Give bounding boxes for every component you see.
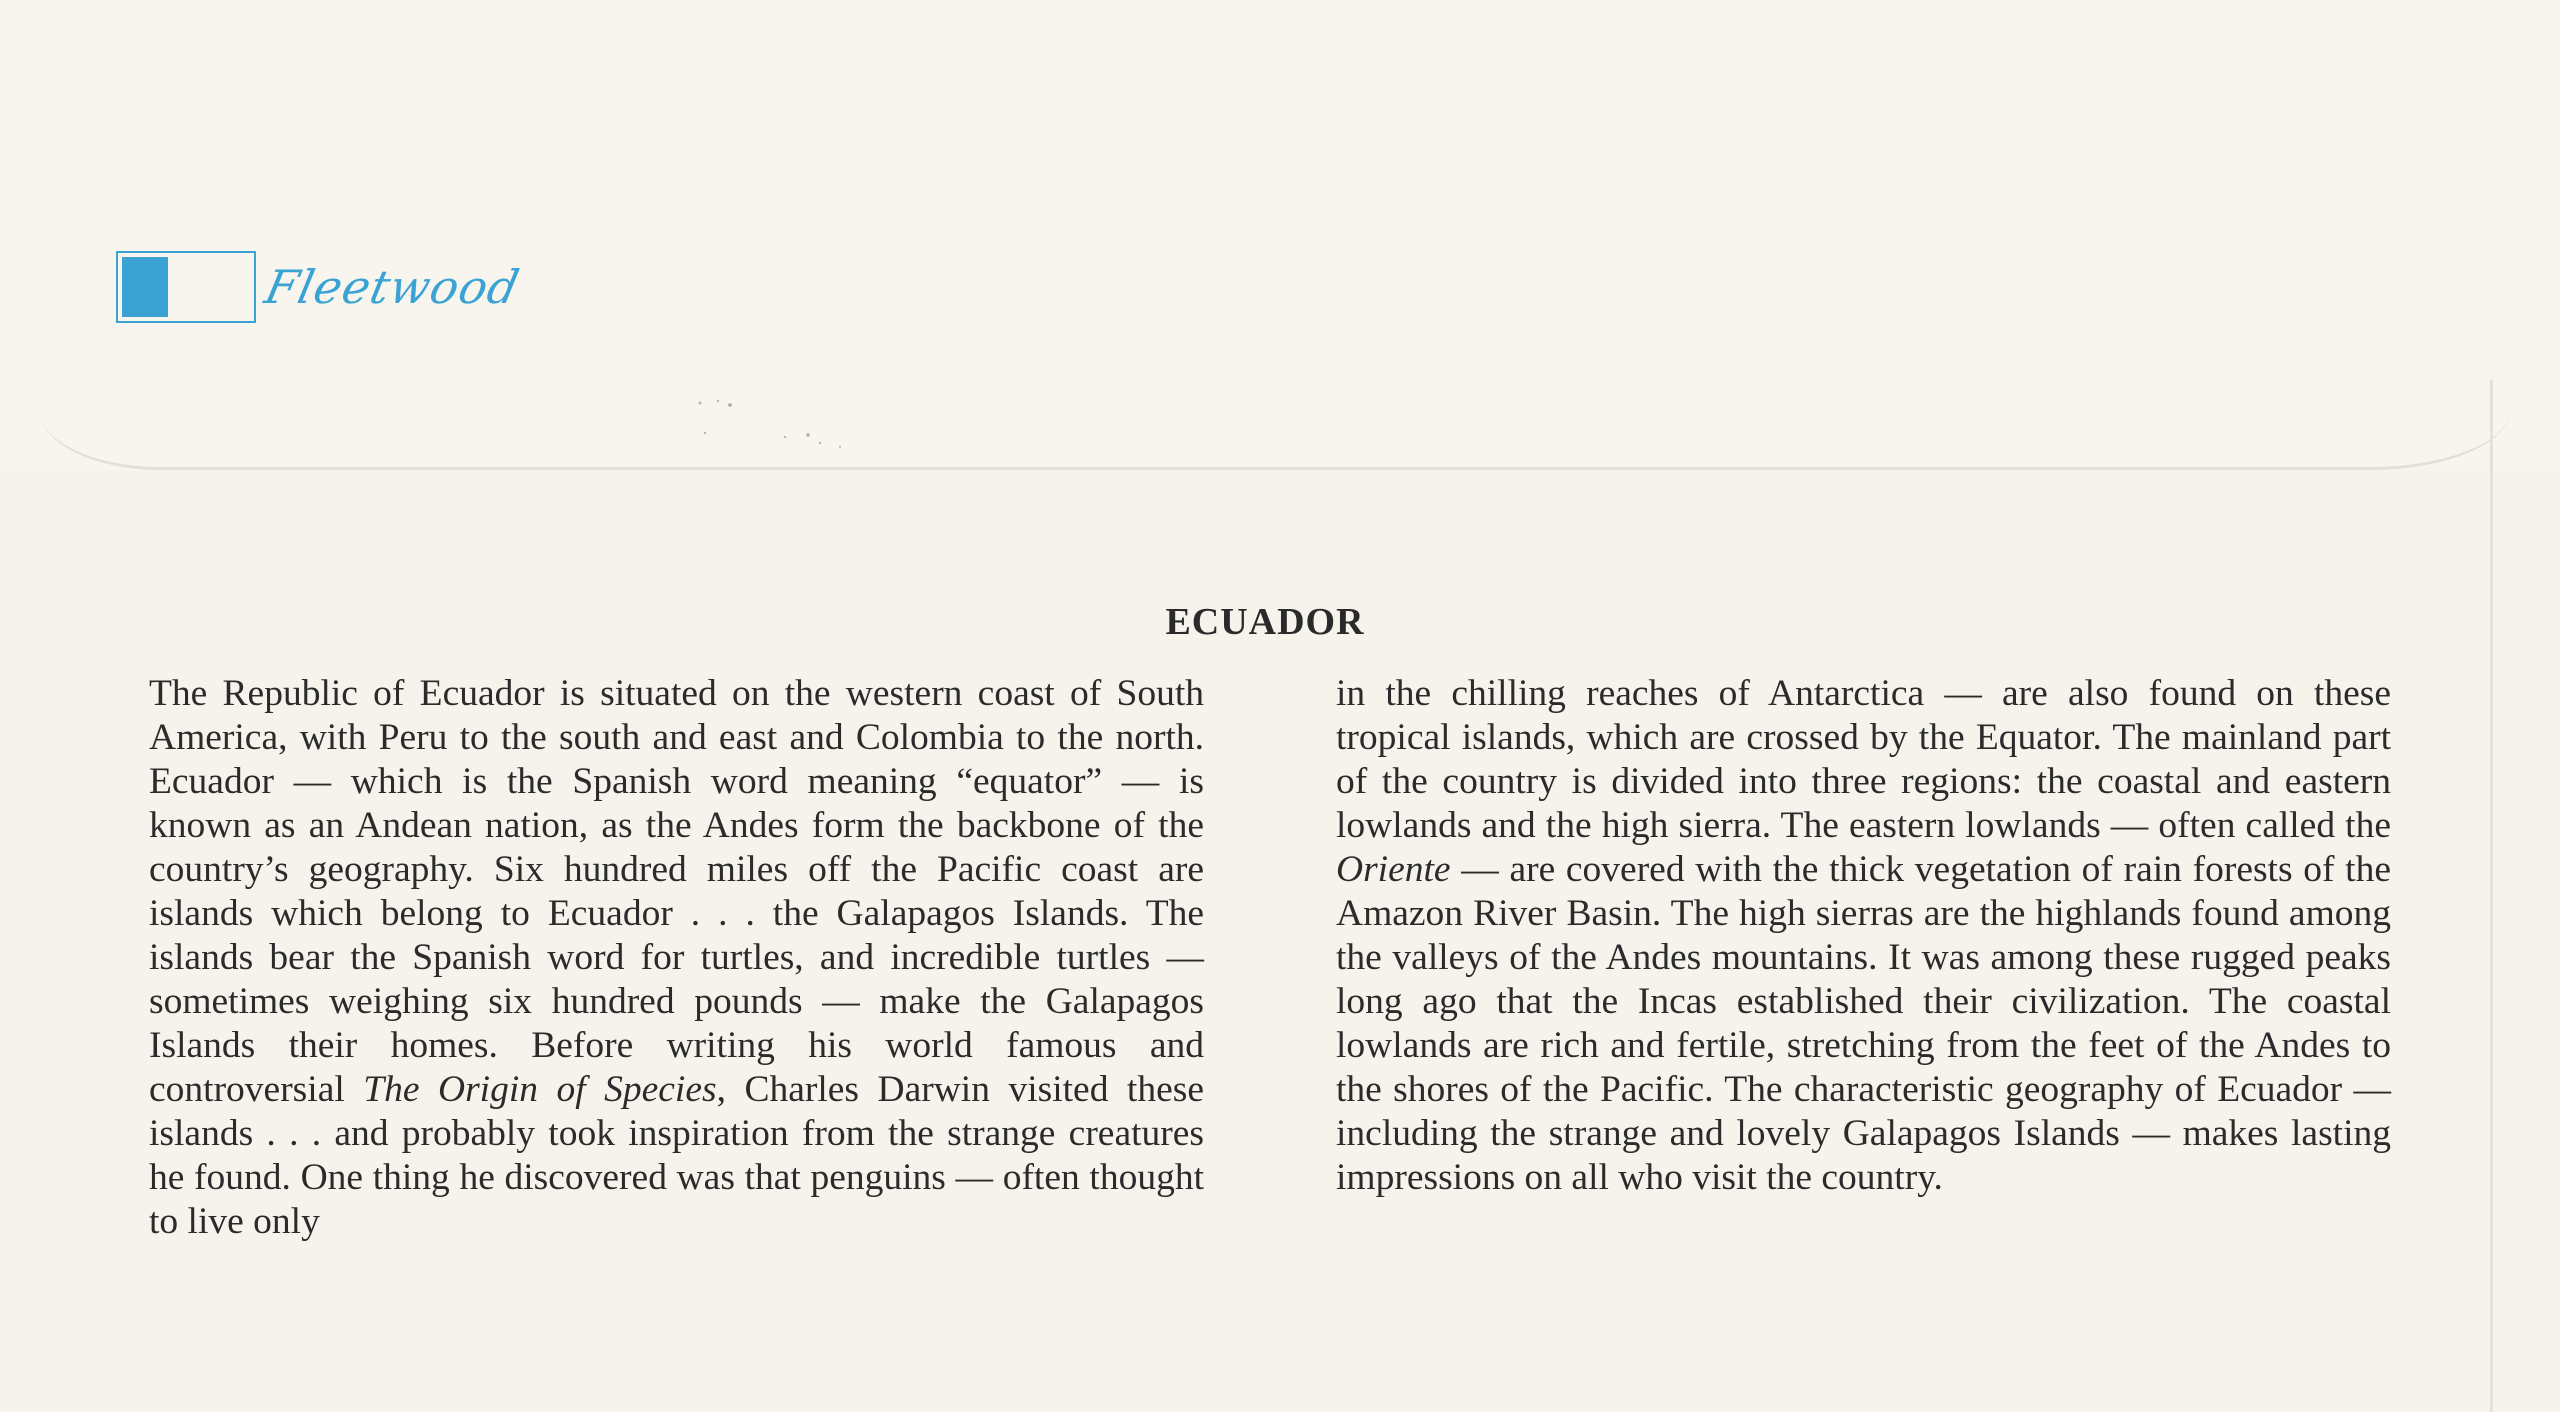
right-column [1336, 672, 2391, 1200]
logo-wordmark: Fleetwood [260, 260, 525, 314]
left-column [149, 672, 1204, 1244]
document-title: ECUADOR [1165, 601, 1365, 643]
region-name: Oriente [1336, 849, 1451, 890]
left-text-part1: The Republic of Ecuador is situated on the western coast of South America, with Peru to the south and east and Colombia to the north. Ecuador — which is the Spanish word meaning “equator” — is known as an Andean nation, as the Andes form the backbone of the country’s geography. Six hundred miles off the Pacific coast are islands which belong to Ecuador . . . the Galapagos Islands. The islands bear the Spanish word for turtles, and incredible turtles — sometimes weighing six hundred pounds — make the Galapagos Islands their homes. Before writing his world famous and controversial [149, 673, 1204, 1110]
right-text-part2: — are covered with the thick vegetation of rain forests of the Amazon River Basin. The high sierras are the highlands found among the valleys of the Andes mountains. It was among these rugged peaks long ago that the Incas established their civilization. The coastal lowlands are rich and fertile, stretching from the feet of the Andes to the shores of the Pacific. The characteristic geography of Ecuador — including the strange and lovely Galapagos Islands — makes lasting impressions on all who visit the country. [1336, 849, 2391, 1198]
flap-edge [40, 0, 2510, 470]
envelope-flap [0, 0, 2560, 470]
left-paragraph [149, 672, 1204, 1244]
left-text-part2: , Charles Darwin visited these islands . . . and probably took inspiration from the strange creatures he found. One thing he discovered was that penguins — often thought to live only [149, 1069, 1204, 1242]
right-text-part1: in the chilling reaches of Antarctica — are also found on these tropical islands, which are crossed by the Equator. The mainland part of the country is divided into three regions: the coastal and eastern lowlands and the high sierra. The eastern lowlands — often called the [1336, 673, 2391, 846]
fleetwood-logo [116, 249, 525, 325]
envelope-right-edge [2490, 380, 2493, 1412]
book-title: The Origin of Species [363, 1069, 717, 1110]
logo-mark-icon [116, 251, 256, 323]
right-paragraph [1336, 672, 2391, 1200]
logo-mark-fill [122, 257, 168, 317]
paper-specks [690, 395, 870, 455]
